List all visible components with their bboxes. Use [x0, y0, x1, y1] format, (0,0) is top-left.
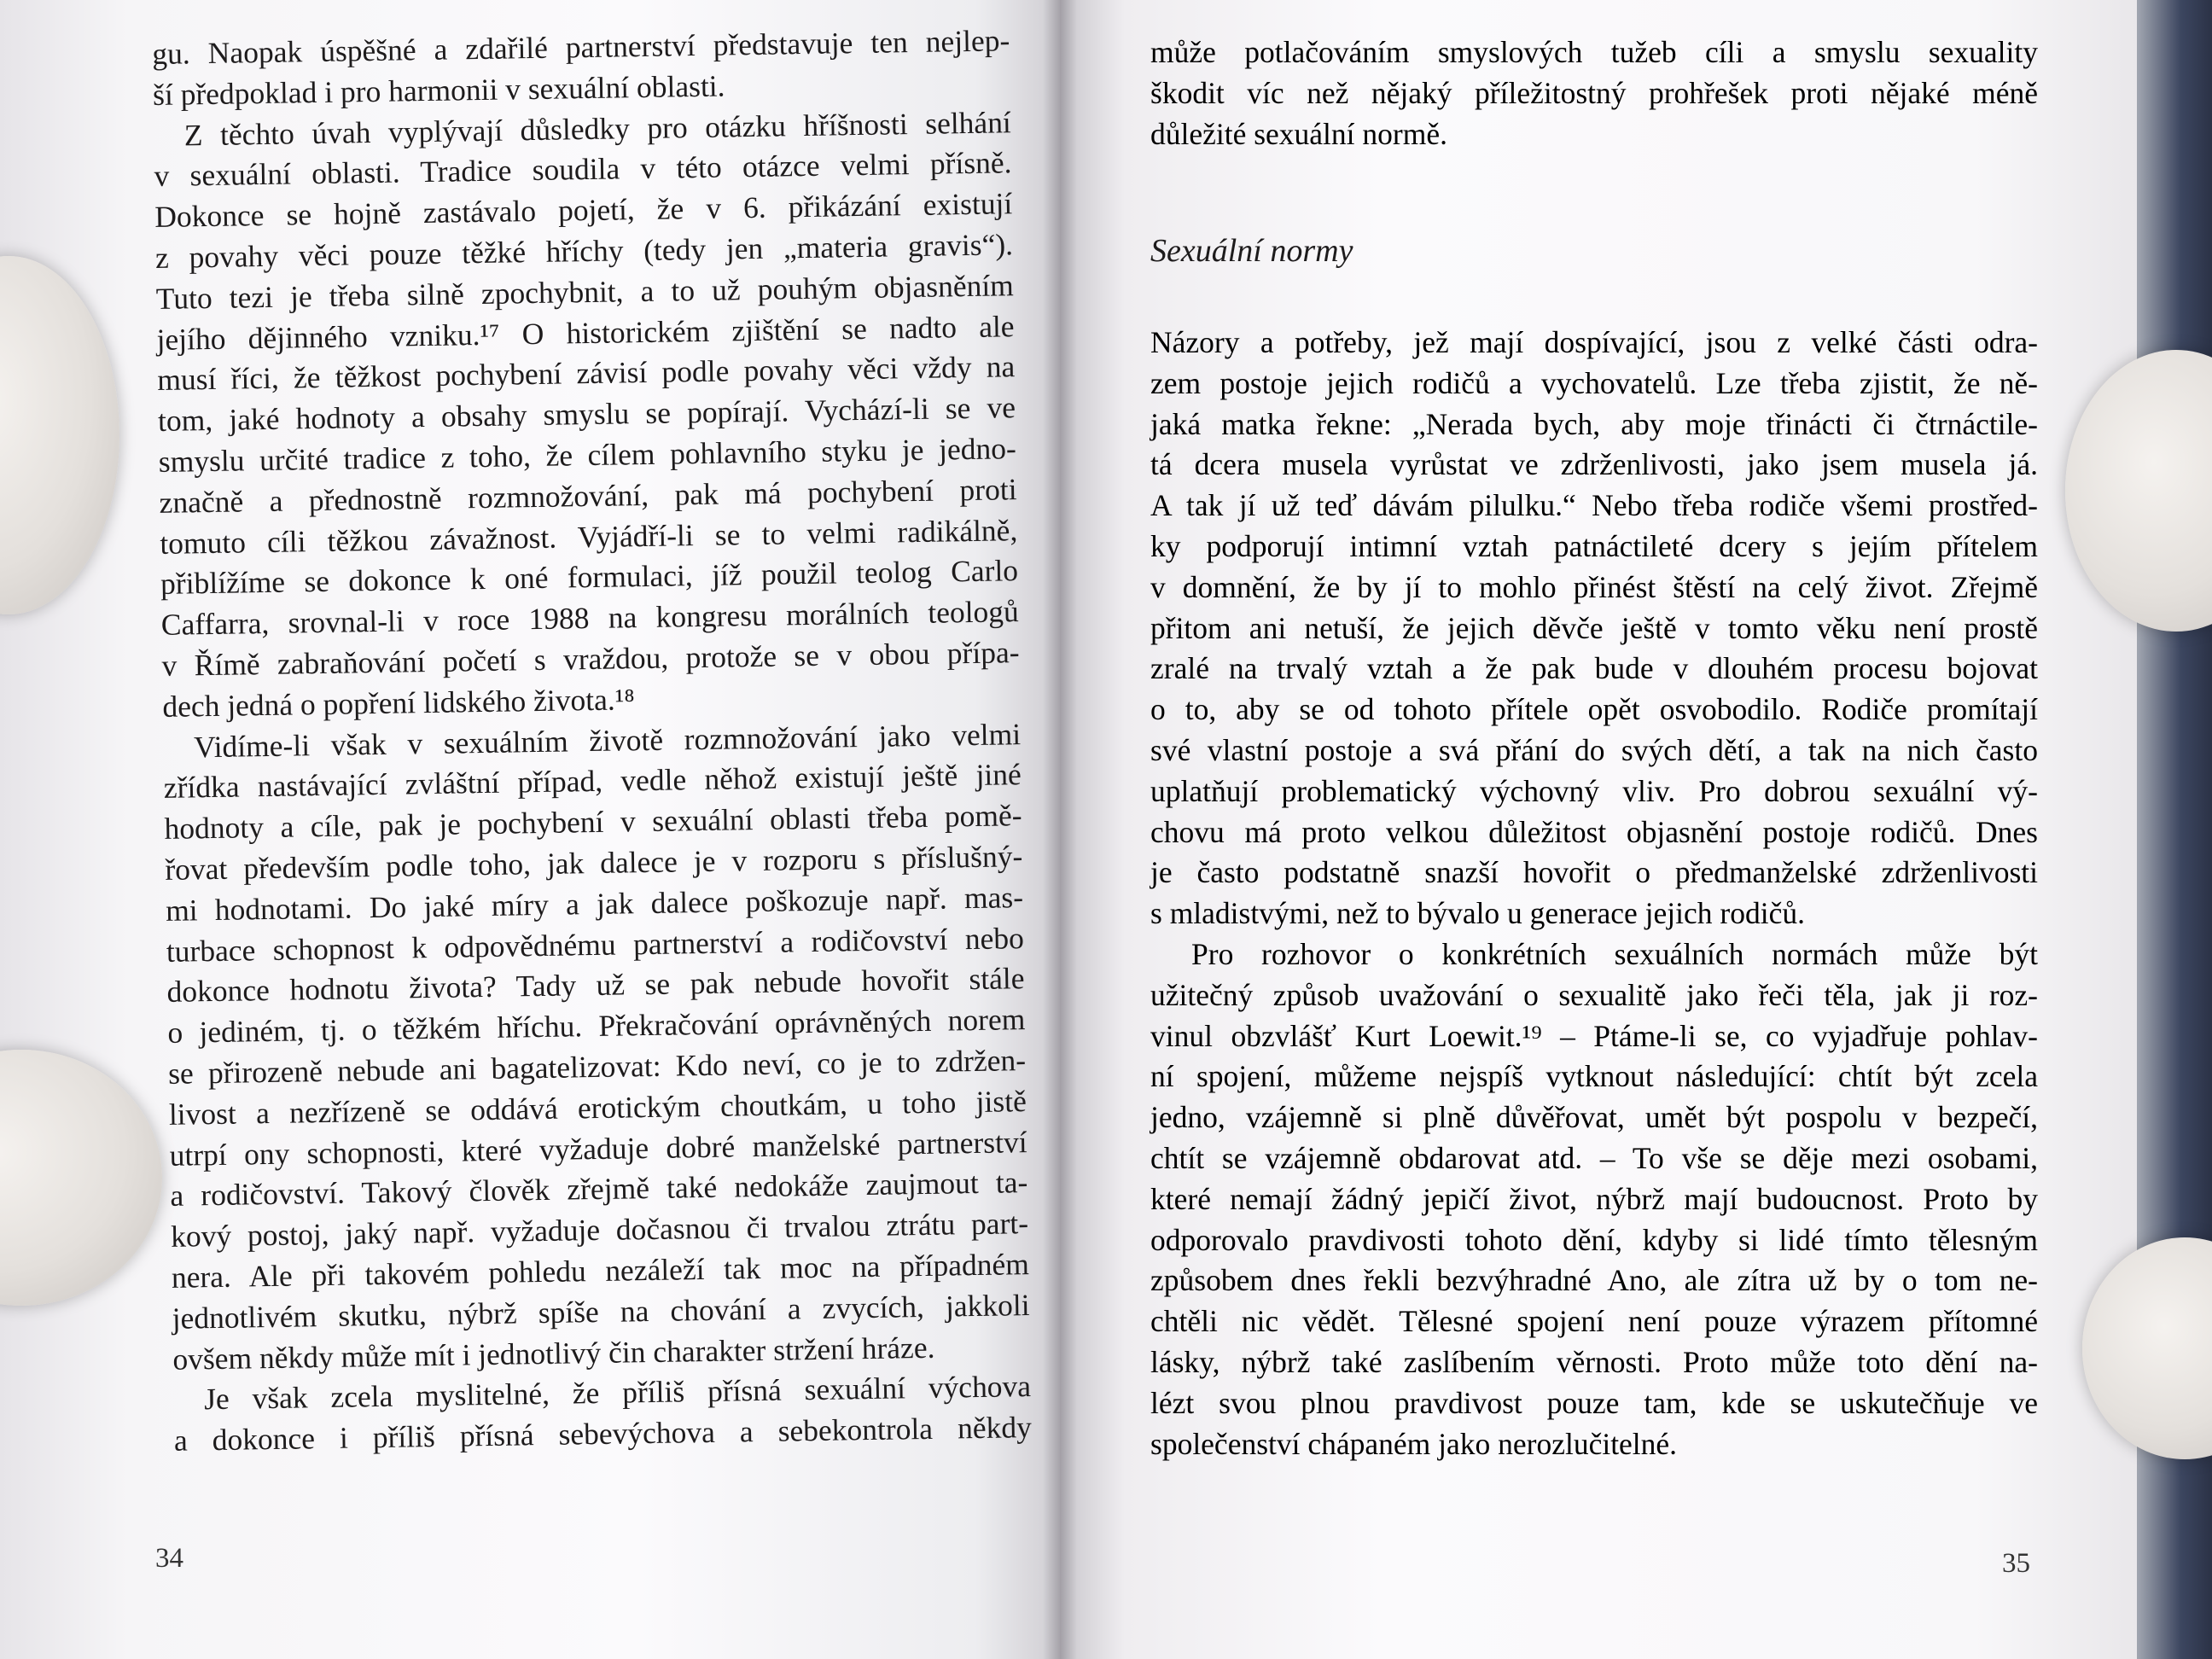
text-line: uplatňují problematický výchovný vliv. Pro dobrou sexuální vý- — [1150, 773, 2038, 808]
text-line: mi hodnotami. Do jaké míry a jak dalece poškozuje např. mas- — [165, 879, 1024, 928]
text-line: v sexuální oblasti. Tradice soudila v této otázce velmi přísně. — [154, 145, 1012, 194]
text-line: jaká matka řekne: „Nerada bych, aby moje třinácti či čtrnáctile- — [1150, 406, 2038, 441]
text-line: způsobem dnes řekli bezvýhradné Ano, ale zítra už by o tom ne- — [1150, 1263, 2038, 1298]
text-line: jednotlivém skutku, nýbrž spíše na chování a zvycích, jakkoli — [172, 1287, 1030, 1336]
text-line: musí říci, že těžkost pochybení závisí podle povahy věci vždy na — [157, 349, 1016, 398]
text-line: dokonce hodnotu života? Tady už se pak nebude hovořit stále — [166, 961, 1025, 1010]
text-line: o jediném, tj. o těžkém hříchu. Překračování oprávněných norem — [167, 1002, 1026, 1050]
text-line: společenství chápaném jako nerozlučitelné. — [1150, 1426, 1678, 1461]
left-page-text — [152, 20, 1032, 1461]
text-line: Dokonce se hojně zastávalo pojetí, že v 6. přikázání existují — [154, 186, 1013, 235]
text-line: Je však zcela myslitelné, že příliš přísná sexuální výchova — [203, 1369, 1032, 1417]
text-line: tá dcera musela vyrůstat ve zdrženlivosti, jako jsem musela já. — [1150, 447, 2038, 482]
section-heading: Sexuální normy — [1150, 233, 1353, 269]
text-line: a rodičovství. Takový člověk zřejmě také nedokáže zaujmout ta- — [170, 1165, 1028, 1214]
page-number-left: 34 — [155, 1543, 183, 1574]
text-line: v Římě zabraňování početí s vraždou, protože se v obou přípa- — [161, 635, 1020, 683]
text-line: zřídka nastávající zvláštní případ, vedle něhož existují ještě jiné — [163, 757, 1022, 806]
text-line: lásky, nýbrž také zaslíbením věrnosti. Proto může toto dění na- — [1150, 1344, 2038, 1379]
text-line: tomuto cíli těžkou závažnost. Vyjádří-li se to velmi radikálně, — [160, 512, 1018, 561]
text-line: přitom ani netuší, že jejich děvče ještě v tomto věku není prostě — [1150, 610, 2038, 645]
text-line: vinul obzvlášť Kurt Loewit.¹⁹ – Ptáme-li se, co vyjadřuje pohlav- — [1150, 1018, 2038, 1053]
text-line: tom, jaké hodnoty a obsahy smyslu se popírají. Vychází-li se ve — [157, 390, 1016, 439]
page-number-right: 35 — [2002, 1548, 2030, 1579]
text-line: Tuto tezi je třeba silně zpochybnit, a to už pouhým objasněním — [155, 267, 1015, 316]
text-line: lézt svou plnou pravdivost pouze tam, kde se uskutečňuje ve — [1150, 1385, 2038, 1420]
left-page — [0, 0, 1060, 1659]
text-line: A tak jí už teď dávám pilulku.“ Nebo třeba rodiče všemi prostřed- — [1150, 488, 2038, 523]
text-line: Vidíme-li však v sexuálním životě rozmnožování jako velmi — [193, 716, 1022, 764]
text-line: přiblížíme se dokonce k oné formulaci, jíž použil teolog Carlo — [160, 553, 1019, 602]
text-line: užitečný způsob uvažování o sexualitě jako řeči těla, jak ji roz- — [1150, 977, 2038, 1012]
text-line: odporovalo pravdivosti tohoto dění, kdyby si lidé tímto tělesným — [1150, 1222, 2038, 1257]
text-line: chtěli nic vědět. Tělesné spojení není pouze výrazem přítomné — [1150, 1304, 2038, 1339]
text-line: se přirozeně nebude ani bagatelizovat: Kdo neví, co je to zdržen- — [167, 1042, 1027, 1091]
book-gutter — [1043, 0, 1077, 1659]
text-line: v domnění, že by jí to mohlo přinést štěstí na celý život. Zřejmě — [1150, 569, 2038, 604]
text-line: ší předpoklad i pro harmonii v sexuální oblasti. — [152, 68, 725, 112]
right-page-text — [1150, 323, 2038, 1464]
text-line: nera. Ale při takovém pohledu nezáleží tak moc na případném — [171, 1246, 1030, 1295]
text-line: škodit víc než nějaký příležitostný prohřešek proti nějaké méně — [1150, 75, 2038, 110]
text-line: Pro rozhovor o konkrétních sexuálních normách může být — [1191, 936, 2038, 971]
text-line: gu. Naopak úspěšné a zdařilé partnerství představuje ten nejlep- — [152, 23, 1010, 71]
right-page-text-top — [1150, 32, 2038, 154]
text-line: ní spojení, můžeme nejspíš vytknout následující: chtít být zcela — [1150, 1059, 2038, 1094]
text-line: chtít se vzájemně obdarovat atd. – To vše se děje mezi osobami, — [1150, 1140, 2038, 1175]
text-line: turbace schopnost k odpovědnému partnerství a rodičovství nebo — [166, 920, 1025, 969]
text-line: ky podporují intimní vztah patnáctileté dcery s jejím přítelem — [1150, 528, 2038, 563]
text-line: své vlastní postoje a svá přání do svých dětí, a tak na nich často — [1150, 732, 2038, 767]
text-line: z povahy věci pouze těžké hříchy (tedy jen „materia gravis“). — [154, 227, 1014, 275]
text-line: které nemají žádný jepičí život, nýbrž mají budoucnost. Proto by — [1150, 1181, 2038, 1216]
text-line: dech jedná o popření lidského života.¹⁸ — [162, 681, 636, 724]
text-line: jedno, vzájemně si plně důvěřovat, umět být pospolu v bezpečí, — [1150, 1100, 2038, 1135]
text-line: značně a přednostně rozmnožování, pak má pochybení proti — [159, 471, 1017, 520]
text-line: o to, aby se od tohoto přítele opět osvobodilo. Rodiče promítají — [1150, 692, 2038, 727]
text-line: ovšem někdy může mít i jednotlivý čin charakter stržení hráze. — [172, 1330, 935, 1377]
text-line: Názory a potřeby, jež mají dospívající, jsou z velké části odra- — [1150, 325, 2038, 359]
text-line: důležité sexuální normě. — [1150, 116, 1447, 151]
text-line: Z těchto úvah vyplývají důsledky pro otázku hříšnosti selhání — [183, 104, 1012, 153]
text-line: chovu má proto velkou důležitost objasnění postoje rodičů. Dnes — [1150, 814, 2038, 849]
text-line: utrpí ony schopnosti, které vyžaduje dobré manželské partnerství — [169, 1124, 1027, 1173]
text-line: Caffarra, srovnal-li v roce 1988 na kongresu morálních teologů — [160, 594, 1020, 643]
text-line: a dokonce i příliš přísná sebevýchova a sebekontrola někdy — [173, 1410, 1033, 1458]
text-line: může potlačováním smyslových tužeb cíli a smyslu sexuality — [1150, 35, 2038, 69]
text-line: jejího dějinného vzniku.¹⁷ O historickém zjištění se nadto ale — [156, 308, 1015, 357]
text-line: řovat především podle toho, jak dalece je v rozporu s příslušný- — [165, 839, 1023, 887]
text-line: hodnoty a cíle, pak je pochybení v sexuální oblasti třeba pomě- — [164, 798, 1022, 847]
text-line: livost a nezřízeně se oddává erotickým choutkám, u toho jistě — [168, 1083, 1027, 1132]
text-line: je často podstatně snazší hovořit o předmanželské zdrženlivosti — [1150, 855, 2038, 890]
text-line: smyslu určité tradice z toho, že cílem pohlavního styku je jedno- — [158, 431, 1017, 479]
text-line: kový postoj, jaký např. vyžaduje dočasnou či trvalou ztrátu part- — [170, 1206, 1029, 1254]
text-line: zralé na trvalý vztah a že pak bude v dlouhém procesu bojovat — [1150, 651, 2038, 686]
text-line: s mladistvými, než to bývalo u generace jejich rodičů. — [1150, 896, 1805, 931]
text-line: zem postoje jejich rodičů a vychovatelů. Lze třeba zjistit, že ně- — [1150, 365, 2038, 400]
